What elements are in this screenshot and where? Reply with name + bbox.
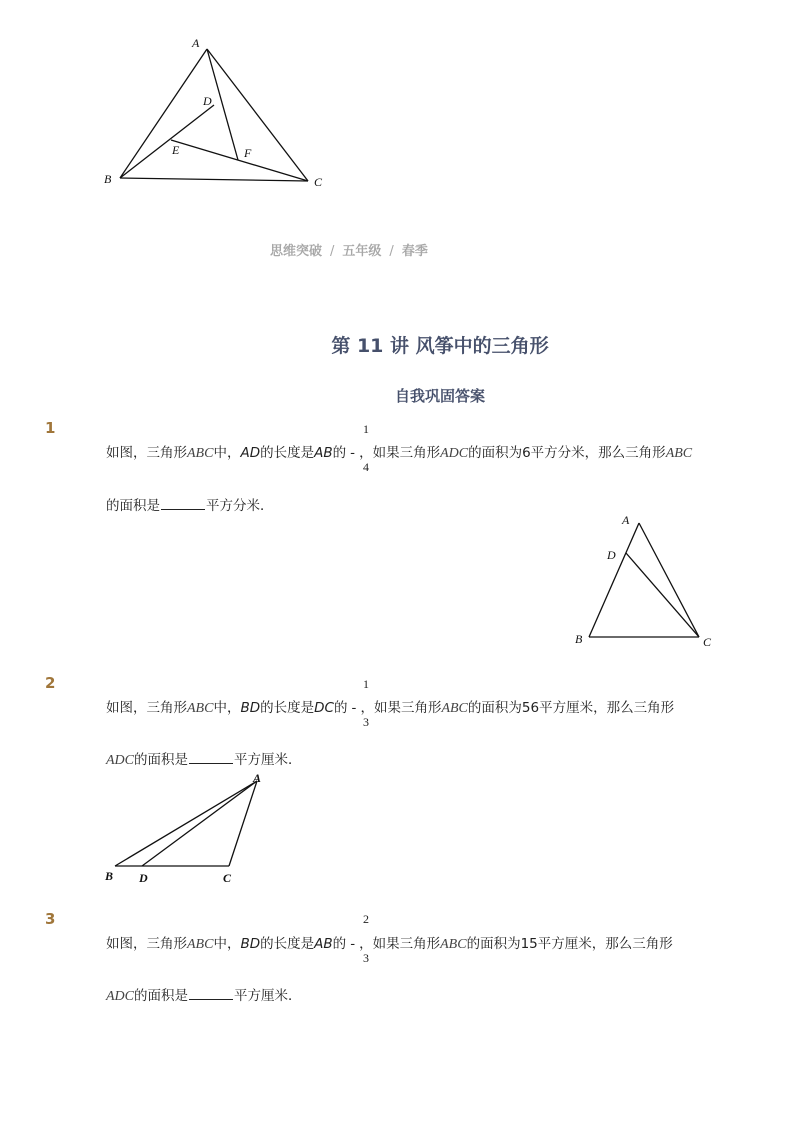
answer-blank[interactable] (189, 751, 233, 764)
question-number: 2 (45, 674, 56, 692)
label-b: B (575, 632, 583, 646)
question-number: 3 (45, 910, 56, 928)
fraction-numerator: 2 (363, 912, 369, 926)
q2-triangle-figure (100, 765, 280, 890)
label-c: C (314, 175, 323, 189)
fraction-denominator: 3 (363, 715, 369, 729)
breadcrumb-separator: / (389, 244, 394, 259)
fraction-denominator: 4 (363, 460, 369, 474)
label-d: D (203, 94, 212, 108)
label-b: B (104, 172, 112, 186)
top-triangle-figure (95, 30, 345, 200)
breadcrumb-term: 春季 (401, 244, 428, 259)
fraction-numerator: 1 (363, 422, 369, 436)
label-a: A (253, 771, 262, 785)
fraction-numerator: 1 (363, 677, 369, 691)
answer-blank[interactable] (161, 497, 205, 510)
label-e: E (172, 143, 180, 157)
label-c: C (703, 635, 712, 649)
label-d: D (139, 871, 148, 885)
question-text-line2: 的面积是 平方分米． (106, 498, 274, 514)
question-text-line2: ADC的面积是 平方厘米． (106, 752, 302, 768)
fraction-denominator: 3 (363, 951, 369, 965)
breadcrumb-separator: / (330, 244, 335, 259)
question-number: 1 (45, 419, 56, 437)
breadcrumb-grade: 五年级 (342, 244, 382, 259)
breadcrumb (270, 240, 428, 259)
label-d: D (607, 548, 616, 562)
label-f: F (244, 146, 252, 160)
answer-blank[interactable] (189, 987, 233, 1000)
question-text-line1: 如图，三角形ABC中，AD的长度是AB的 - ，如果三角形ADC的面积为6平方分米，那么三角形ABC (106, 445, 693, 461)
section-title: 自我巩固答案 (394, 387, 485, 405)
q1-triangle-figure (570, 510, 720, 655)
lecture-title: 第 11 讲 风筝中的三角形 (331, 335, 549, 357)
label-a: A (622, 513, 630, 527)
question-text-line1: 如图，三角形ABC中，BD的长度是AB的 - ，如果三角形ABC的面积为15平方厘米，那么三角形 (106, 936, 673, 952)
question-text-line2: ADC的面积是 平方厘米． (106, 988, 302, 1004)
label-c: C (223, 871, 232, 885)
label-b: B (105, 869, 114, 883)
question-text-line1: 如图，三角形ABC中，BD的长度是DC的 - ，如果三角形ABC的面积为56平方厘米，那么三角形 (106, 700, 675, 716)
label-a: A (192, 36, 200, 50)
breadcrumb-subject: 思维突破 (270, 244, 323, 259)
